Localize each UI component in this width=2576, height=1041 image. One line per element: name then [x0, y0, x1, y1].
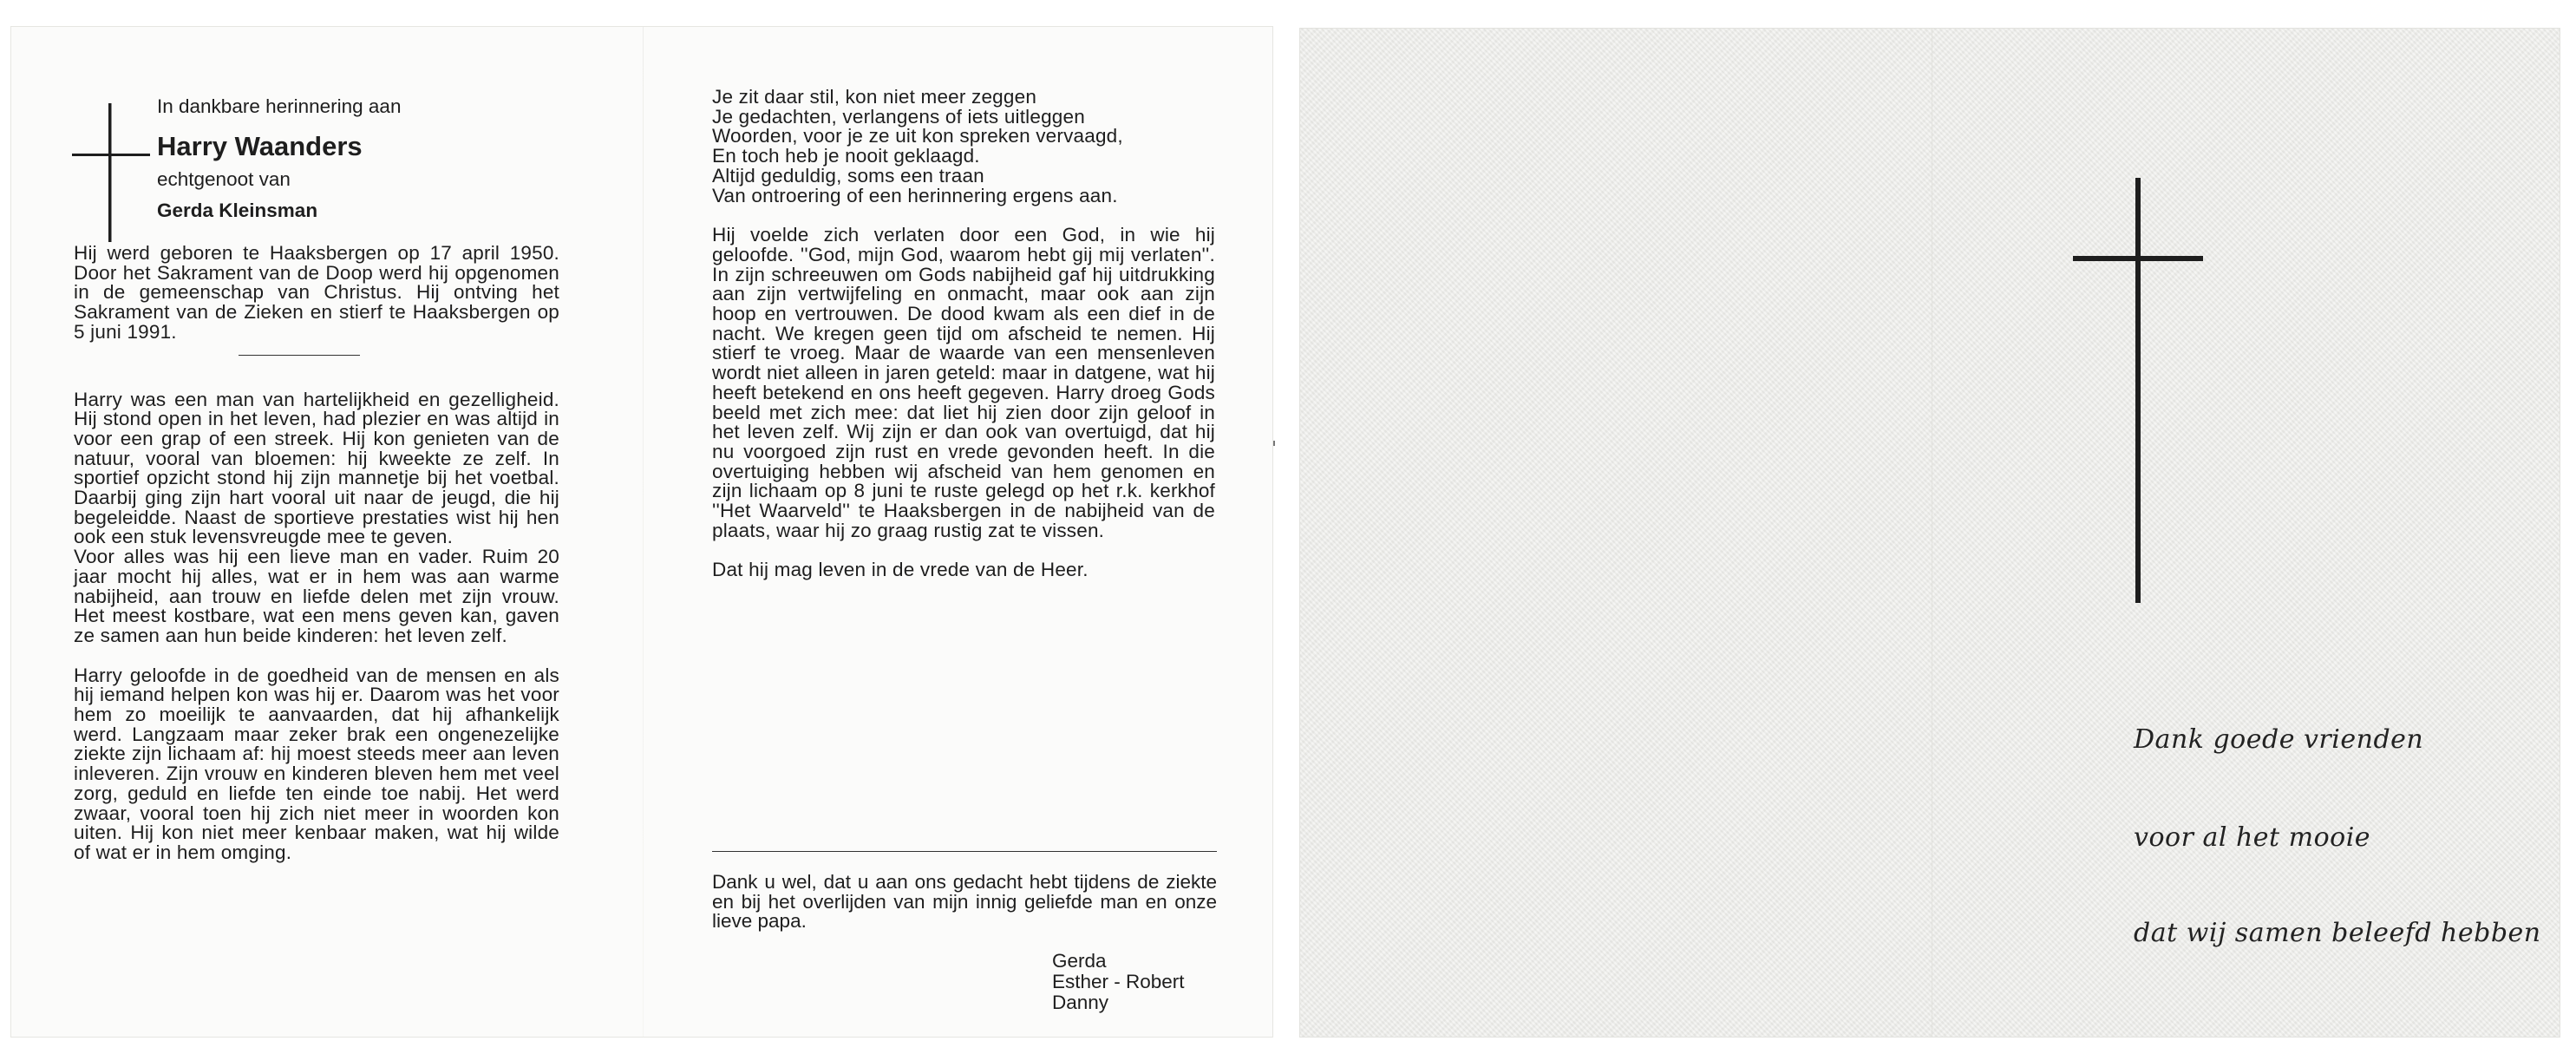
relation-text: echtgenoot van — [157, 168, 291, 190]
bio-paragraph: Harry was een man van hartelijkheid en gezelligheid. Hij stond open in het leven, had plezier en was altijd in voor een grap of een streek. Hij kon genieten van de natuur, vooral van bloemen: hij kweekte ze zelf. In sportief opzicht stond hij zijn mannetje bij het voetbal. Daarbij ging zijn hart vooral uit naar de jeugd, die hij begeleidde. Naast de sportieve prestaties wist hij hen ook een stuk levensvreugde mee te geven. — [74, 388, 559, 548]
poem — [712, 88, 1215, 206]
reflection-paragraph: Hij voelde zich verlaten door een God, in wie hij geloofde. ''God, mijn God, waarom hebt gij mij verlaten''. In zijn schreeuwen om Gods nabijheid gaf hij uitdrukking aan zijn vertwijfeling en onmacht, maar ook aan zijn hoop en vertrouwen. De dood kwam als een dief in de nacht. We kregen geen tijd om afscheid te nemen. Hij stierf te vroeg. Maar de waarde van een mensenleven wordt niet alleen in jaren geteld: maar in datgene, wat hij heeft betekend en ons heeft gegeven. Harry droeg Gods beeld met zich mee: dat liet hij zien door zijn geloof in het leven zelf. Wij zijn er dan ook van overtuigd, dat hij nu voorgoed zijn rust en vrede gevonden heeft. In die overtuiging hebben wij afscheid van hem genomen en zijn lichaam op 8 juni te ruste gelegd op het r.k. kerkhof ''Het Waarveld'' te Haaksbergen in de nabijheid van de plaats, waar hij zo graag rustig zat te vissen. — [712, 224, 1215, 541]
thanks-note — [712, 873, 1217, 932]
poem-line: Je gedachten, verlangens of iets uitleggen — [712, 105, 1085, 128]
memorial-card-outside — [1299, 28, 2560, 1038]
bio-paragraph: Voor alles was hij een lieve man en vader. Ruim 20 jaar mocht hij alles, wat er in hem was aan warme nabijheid, aan trouw en liefde delen met zijn vrouw. Het meest kostbare, wat een mens geven kan, gaven ze samen aan hun beide kinderen: het leven zelf. — [74, 546, 559, 646]
thanks-script-line: Dank goede vrienden — [2134, 724, 2424, 755]
spouse-name: Gerda Kleinsman — [157, 200, 318, 221]
signer-name: Esther - Robert — [1052, 971, 1185, 992]
closing-prayer: Dat hij mag leven in de vrede van de Heer. — [712, 559, 1089, 581]
bio-paragraph: Harry geloofde in de goedheid van de mensen en als hij iemand helpen kon was hij er. Daarom was het voor hem zo moeilijk te aanvaarden, dat hij afhankelijk werd. Langzaam maar zeker brak een ongenezelijke ziekte zijn lichaam af: hij moest steeds meer aan leven inleveren. Zijn vrouw en kinderen bleven hem met veel zorg, geduld en liefde ten einde toe nabij. Het werd zwaar, vooral toen hij zich niet meer in woorden kon uiten. Hij kon niet meer kenbaar maken, wat hij wilde of wat er in hem omging. — [74, 664, 559, 863]
poem-column — [712, 88, 1215, 580]
signer-name: Danny — [1052, 992, 1109, 1013]
poem-line: Van ontroering of een herinnering ergens aan. — [712, 184, 1118, 206]
poem-line: En toch heb je nooit geklaagd. — [712, 145, 980, 167]
print-speck — [1273, 441, 1275, 446]
signers — [1052, 951, 1185, 1013]
poem-line: Woorden, voor je ze uit kon spreken vervaagd, — [712, 125, 1123, 147]
thanks-text: Dank u wel, dat u aan ons gedacht hebt tijdens de ziekte en bij het overlijden van mijn innig geliefde man en onze lieve papa. — [712, 871, 1217, 933]
divider — [712, 851, 1217, 852]
cross-icon — [2073, 178, 2203, 603]
poem-line: Altijd geduldig, soms een traan — [712, 164, 984, 187]
thanks-script-line: voor al het mooie — [2134, 822, 2371, 853]
memorial-header — [157, 96, 401, 226]
biography-column — [74, 244, 559, 863]
memorial-card-inside — [10, 26, 1273, 1038]
thanks-script-line: dat wij samen beleefd hebben — [2134, 918, 2541, 948]
cross-icon — [72, 103, 150, 242]
divider — [239, 355, 360, 356]
bio-paragraph: Hij werd geboren te Haaksbergen op 17 april 1950. Door het Sakrament van de Doop werd hij opgenomen in de gemeenschap van Christus. Hij ontving het Sakrament van de Zieken en stierf te Haaksbergen op 5 juni 1991. — [74, 242, 559, 343]
signer-name: Gerda — [1052, 950, 1107, 972]
poem-line: Je zit daar stil, kon niet meer zeggen — [712, 86, 1037, 108]
fold-line — [643, 27, 644, 1037]
intro-text: In dankbare herinnering aan — [157, 95, 402, 117]
deceased-name: Harry Waanders — [157, 131, 363, 161]
